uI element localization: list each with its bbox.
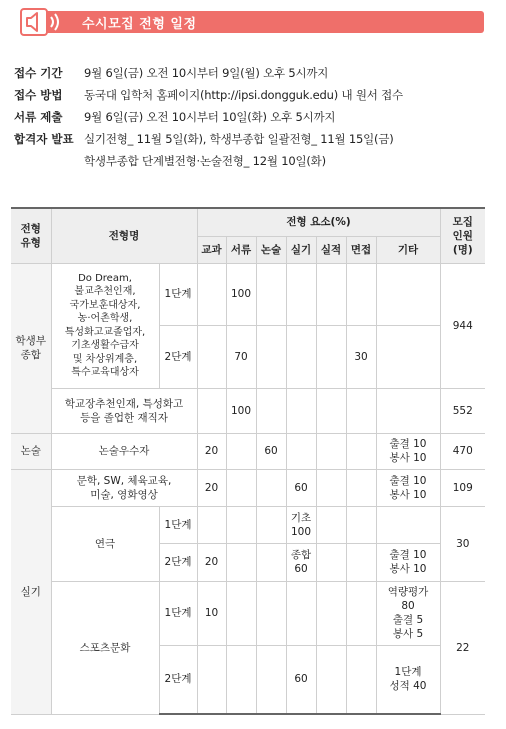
value-cell: 70 <box>226 325 256 388</box>
value-cell: 60 <box>256 433 286 469</box>
schedule-label: 접수 방법 <box>14 88 63 102</box>
stage-cell: 2단계 <box>159 543 197 581</box>
schedule-row-period <box>14 63 403 85</box>
table-row <box>11 506 485 543</box>
stage-cell: 1단계 <box>159 506 197 543</box>
header-col-interview: 면접 <box>346 236 376 263</box>
header-type: 전형 유형 <box>11 208 51 263</box>
table-row <box>11 388 485 433</box>
schedule-row-documents <box>14 107 403 129</box>
value-cell: 20 <box>197 543 226 581</box>
value-cell: 100 <box>226 263 256 325</box>
value-cell: 100 <box>226 388 256 433</box>
stage-cell: 1단계 <box>159 263 197 325</box>
value-cell: 20 <box>197 469 226 506</box>
name-cell: 연극 <box>51 506 159 581</box>
etc-cell: 출결 10 봉사 10 <box>376 433 440 469</box>
value-cell: 60 <box>286 469 316 506</box>
header-col-grade: 교과 <box>197 236 226 263</box>
schedule-label: 합격자 발표 <box>14 132 74 146</box>
section-banner <box>10 8 484 34</box>
header-name: 전형명 <box>51 208 197 263</box>
name-cell: Do Dream, 불교추천인재, 국가보훈대상자, 농·어촌학생, 특성화고교졸업자, 기초생활수급자 및 차상위계층, 특수교육대상자 <box>51 263 159 388</box>
value-cell: 기초 100 <box>286 506 316 543</box>
header-col-record: 실적 <box>316 236 346 263</box>
type-cell: 실기 <box>11 469 51 714</box>
value-cell: 10 <box>197 581 226 645</box>
etc-cell: 출결 10 봉사 10 <box>376 469 440 506</box>
schedule-value: 동국대 입학처 홈페이지(http://ipsi.dongguk.edu) 내 원서 접수 <box>84 88 403 102</box>
schedule-row-announcement <box>14 129 403 151</box>
value-cell: 종합 60 <box>286 543 316 581</box>
etc-cell: 출결 10 봉사 10 <box>376 543 440 581</box>
schedule-value: 실기전형_ 11월 5일(화), 학생부종합 일괄전형_ 11월 15일(금) <box>84 132 394 146</box>
value-cell: 30 <box>346 325 376 388</box>
table-row <box>11 469 485 506</box>
name-cell: 논술우수자 <box>51 433 197 469</box>
value-cell: 20 <box>197 433 226 469</box>
admission-table <box>11 207 485 715</box>
schedule-label: 서류 제출 <box>14 110 63 124</box>
value-cell: 60 <box>286 645 316 714</box>
schedule-label: 접수 기간 <box>14 66 63 80</box>
quota-cell: 944 <box>440 263 485 388</box>
header-col-practical: 실기 <box>286 236 316 263</box>
speaker-icon <box>20 8 64 36</box>
stage-cell: 2단계 <box>159 325 197 388</box>
table-row <box>11 263 485 325</box>
quota-cell: 30 <box>440 506 485 581</box>
type-cell: 학생부 종합 <box>11 263 51 433</box>
table-row <box>11 433 485 469</box>
quota-cell: 22 <box>440 581 485 714</box>
stage-cell: 2단계 <box>159 645 197 714</box>
header-quota: 모집 인원 (명) <box>440 208 485 263</box>
etc-cell: 1단계 성적 40 <box>376 645 440 714</box>
stage-cell: 1단계 <box>159 581 197 645</box>
quota-cell: 552 <box>440 388 485 433</box>
quota-cell: 470 <box>440 433 485 469</box>
header-col-essay: 논술 <box>256 236 286 263</box>
banner-title: 수시모집 전형 일정 <box>82 17 197 32</box>
type-cell: 논술 <box>11 433 51 469</box>
schedule-announcement-continuation: 학생부종합 단계별전형·논술전형_ 12월 10일(화) <box>84 154 326 168</box>
header-col-etc: 기타 <box>376 236 440 263</box>
name-cell: 스포츠문화 <box>51 581 159 714</box>
header-col-documents: 서류 <box>226 236 256 263</box>
schedule-info <box>14 63 403 173</box>
name-cell: 문학, SW, 체육교육, 미술, 영화영상 <box>51 469 197 506</box>
header-elements: 전형 요소(%) <box>197 208 440 236</box>
quota-cell: 109 <box>440 469 485 506</box>
table-row <box>11 581 485 645</box>
schedule-value: 9월 6일(금) 오전 10시부터 10일(화) 오후 5시까지 <box>84 110 336 124</box>
schedule-value: 9월 6일(금) 오전 10시부터 9일(월) 오후 5시까지 <box>84 66 329 80</box>
name-cell: 학교장추천인재, 특성화고 등을 졸업한 재직자 <box>51 388 197 433</box>
etc-cell: 역량평가 80 출결 5 봉사 5 <box>376 581 440 645</box>
schedule-row-method <box>14 85 403 107</box>
